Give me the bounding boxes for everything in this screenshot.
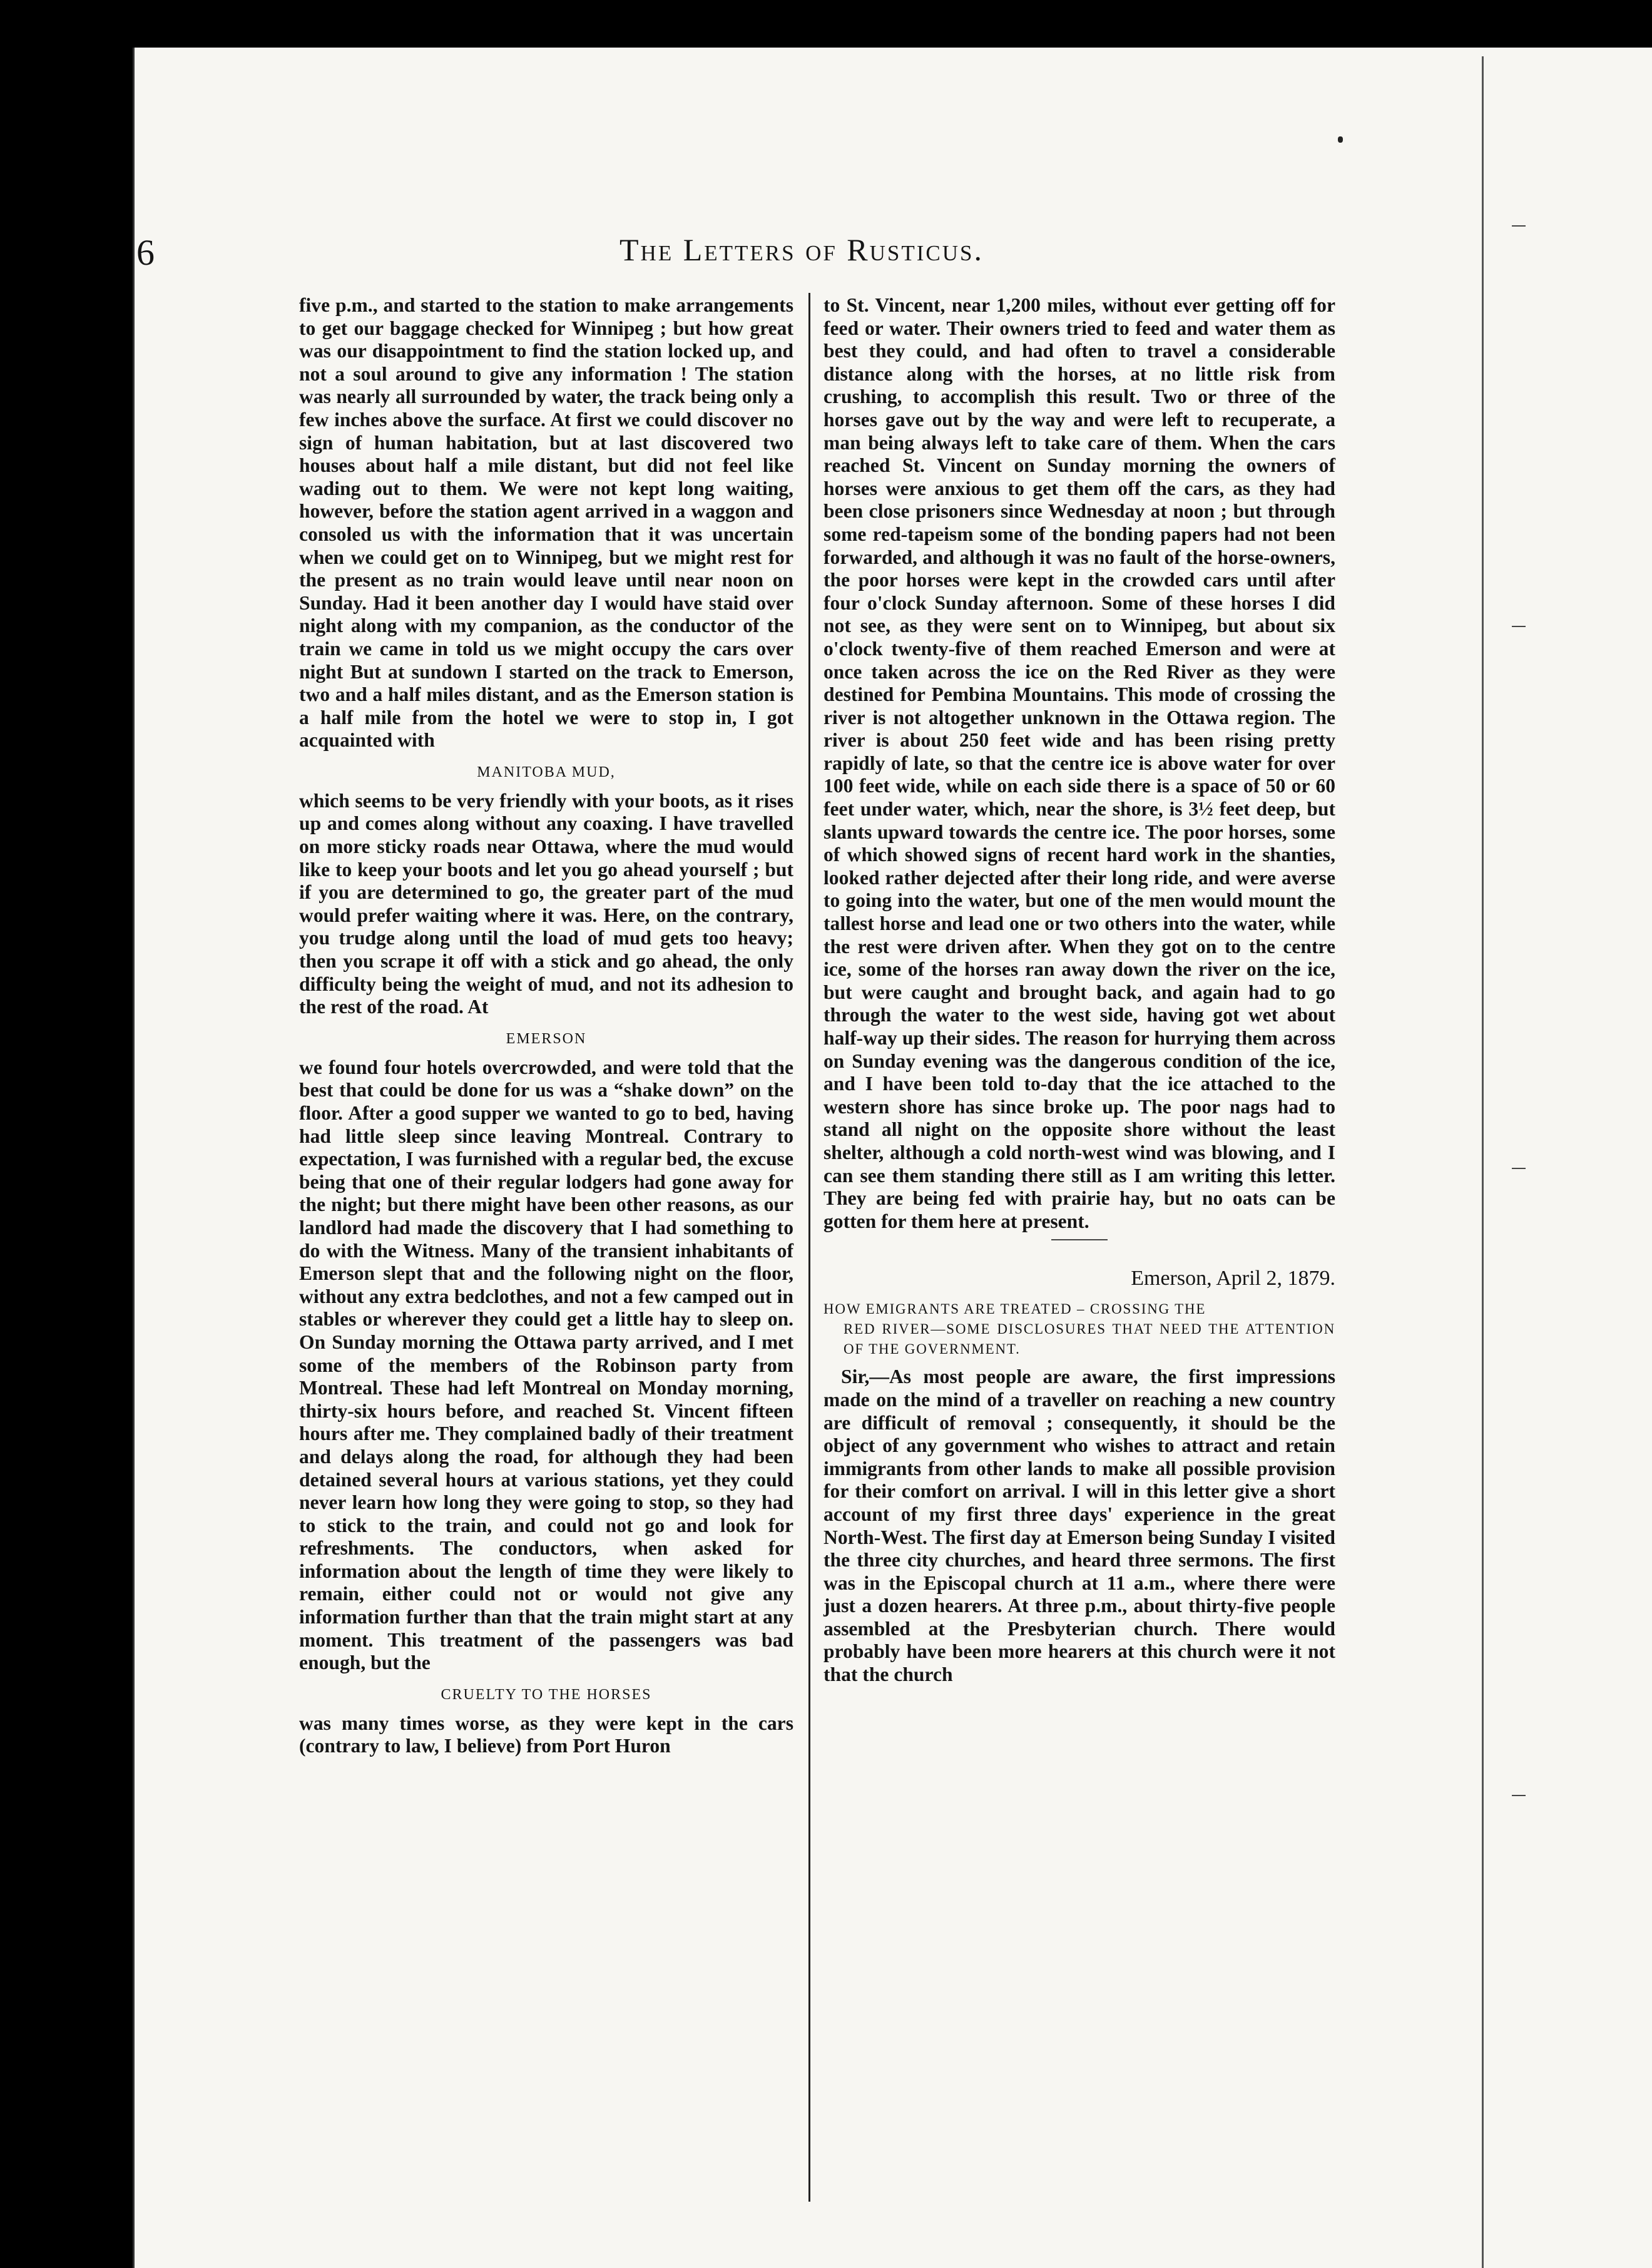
right-column: [823, 294, 1335, 2197]
section-separator: [1051, 1239, 1108, 1240]
ink-speck: [1338, 136, 1343, 143]
margin-tick: [1512, 225, 1526, 227]
headline-line-1: HOW EMIGRANTS ARE TREATED – CROSSING THE: [823, 1301, 1206, 1317]
left-paragraph-1: five p.m., and started to the station to make arrangements to get our baggage checked for Winnipeg ; but how great was our disappointment to find the station locked up, and not a soul around to give any information ! The station was nearly all surrounded by water, the track being only a few inches above the surface. At first we could discover no sign of human habitation, but at last discovered two houses about half a mile distant, but did not feel like wading out to them. We were not kept long waiting, however, before the station agent arrived in a waggon and consoled us with the information that it was uncertain when we could get on to Winnipeg, but we might rest for the present as no train would leave until near noon on Sunday. Had it been another day I would have staid over night along with my companion, as the conductor of the train we came in told us we might occupy the cars over night But at sundown I started on the track to Emerson, two and a half miles distant, and as the Emerson station is a half mile from the hotel we were to stop in, I got acquainted with: [299, 294, 793, 752]
left-paragraph-3: we found four hotels overcrowded, and were told that the best that could be done for us was a “shake down” on the floor. After a good supper we wanted to go to bed, having had little sleep since leaving Montreal. Contrary to expectation, I was furnished with a regular bed, the excuse being that one of their regular lodgers had gone away for the night; but there might have been other reasons, as our landlord had made the discovery that I had something to do with the Witness. Many of the transient inhabitants of Emerson slept that and the following night on the floor, without any extra bedclothes, and not a few camped out in stables or wherever they could get a little hay to sleep on. On Sunday morning the Ottawa party arrived, and I met some of the members of the Robinson party from Montreal. These had left Montreal on Monday morning, thirty-six hours before, and reached St. Vincent fifteen hours after me. They complained badly of their treatment and delays along the road, for although they had been detained several hours at various stations, yet they could never learn how long they were going to stop, so they had to stick to the train, and could not go and look for refreshments. The conductors, when asked for information about the length of time they were likely to remain, either could not or would not give any information further than that the train might start at any moment. This treatment of the passengers was bad enough, but the: [299, 1056, 793, 1674]
margin-tick: [1512, 626, 1526, 627]
margin-tick: [1512, 1168, 1526, 1169]
subhead-emerson: EMERSON: [506, 1030, 587, 1047]
headline-line-2: RED RIVER—SOME DISCLOSURES THAT NEED THE ATTENTION OF THE GOVERNMENT.: [844, 1321, 1335, 1357]
dateline: Emerson, April 2, 1879.: [1131, 1267, 1335, 1290]
page-edge-rule: [1482, 56, 1484, 2268]
article-headline: [823, 1299, 1335, 1359]
subhead-cruelty: CRUELTY TO THE HORSES: [441, 1686, 652, 1703]
subhead-manitoba-mud: MANITOBA MUD,: [477, 764, 616, 780]
left-column: [299, 294, 793, 2197]
right-paragraph-1: to St. Vincent, near 1,200 miles, without ever getting off for feed or water. Their owners tried to feed and water them as best they could, and had often to travel a considerable distance along with the horses, at no little risk from crushing, to accomplish this result. Two or three of the horses gave out by the way and were left to recuperate, a man being always left to take care of them. When the cars reached St. Vincent on Sunday morning the owners of horses were anxious to get them off the cars, as they had been close prisoners since Wednesday at noon ; but through some red-tapeism some of the bonding papers had not been forwarded, and although it was no fault of the horse-owners, the poor horses were kept in the crowded cars until after four o'clock Sunday afternoon. Some of these horses I did not see, as they were sent on to Winnipeg, but about six o'clock twenty-five of them reached Emerson and were at once taken across the ice on the Red River as they were destined for Pembina Mountains. This mode of crossing the river is not altogether unknown in the Ottawa region. The river is about 250 feet wide and has been rising pretty rapidly of late, so that the centre ice is above water for over 100 feet wide, while on each side there is a space of 50 or 60 feet under water, which, near the shore, is 3½ feet deep, but slants upward towards the centre ice. The poor horses, some of which showed signs of recent hard work in the shanties, looked rather dejected after their long ride, and were averse to going into the water, but one of the men would mount the tallest horse and lead one or two others into the water, while the rest were driven after. When they got on to the centre ice, some of the horses ran away down the river on the ice, but were caught and brought back, and again had to go through the water to the west side, having got wet about half-way up their sides. The reason for hurrying them across on Sunday evening was the dangerous condition of the ice, and I have been told to-day that the ice attached to the western shore has since broke up. The poor nags had to stand all night on the opposite shore without the least shelter, although a cold north-west wind was blowing, and I can see them standing there still as I am writing this letter. They are being fed with prairie hay, but no oats can be gotten for them here at present.: [823, 294, 1335, 1232]
left-paragraph-4: was many times worse, as they were kept in the cars (contrary to law, I believe) from Port Huron: [299, 1712, 793, 1757]
margin-tick: [1512, 1795, 1526, 1796]
running-title: The Letters of Rusticus.: [620, 232, 984, 267]
right-paragraph-2: Sir,—As most people are aware, the first impressions made on the mind of a traveller on reaching a new country are difficult of removal ; consequently, it should be the object of any government who wishes to attract and retain immigrants from other lands to make all possible provision for their comfort on arrival. I will in this letter give a short account of my first three days' experience in the great North-West. The first day at Emerson being Sunday I visited the three city churches, and heard three sermons. The first was in the Episcopal church at 11 a.m., where there were just a dozen hearers. At three p.m., about thirty-five people assembled at the Presbyterian church. There would probably have been more hearers at this church were it not that the church: [823, 1366, 1335, 1686]
column-divider: [808, 293, 810, 2202]
page-number: 6: [136, 232, 155, 273]
left-paragraph-2: which seems to be very friendly with your boots, as it rises up and comes along without any coaxing. I have travelled on more sticky roads near Ottawa, where the mud would like to keep your boots and let you go ahead yourself ; but if you are determined to go, the greater part of the mud would prefer waiting where it was. Here, on the contrary, you trudge along until the load of mud gets too heavy; then you scrape it off with a stick and go ahead, the only difficulty being the weight of mud, and not its adhesion to the rest of the road. At: [299, 789, 793, 1018]
